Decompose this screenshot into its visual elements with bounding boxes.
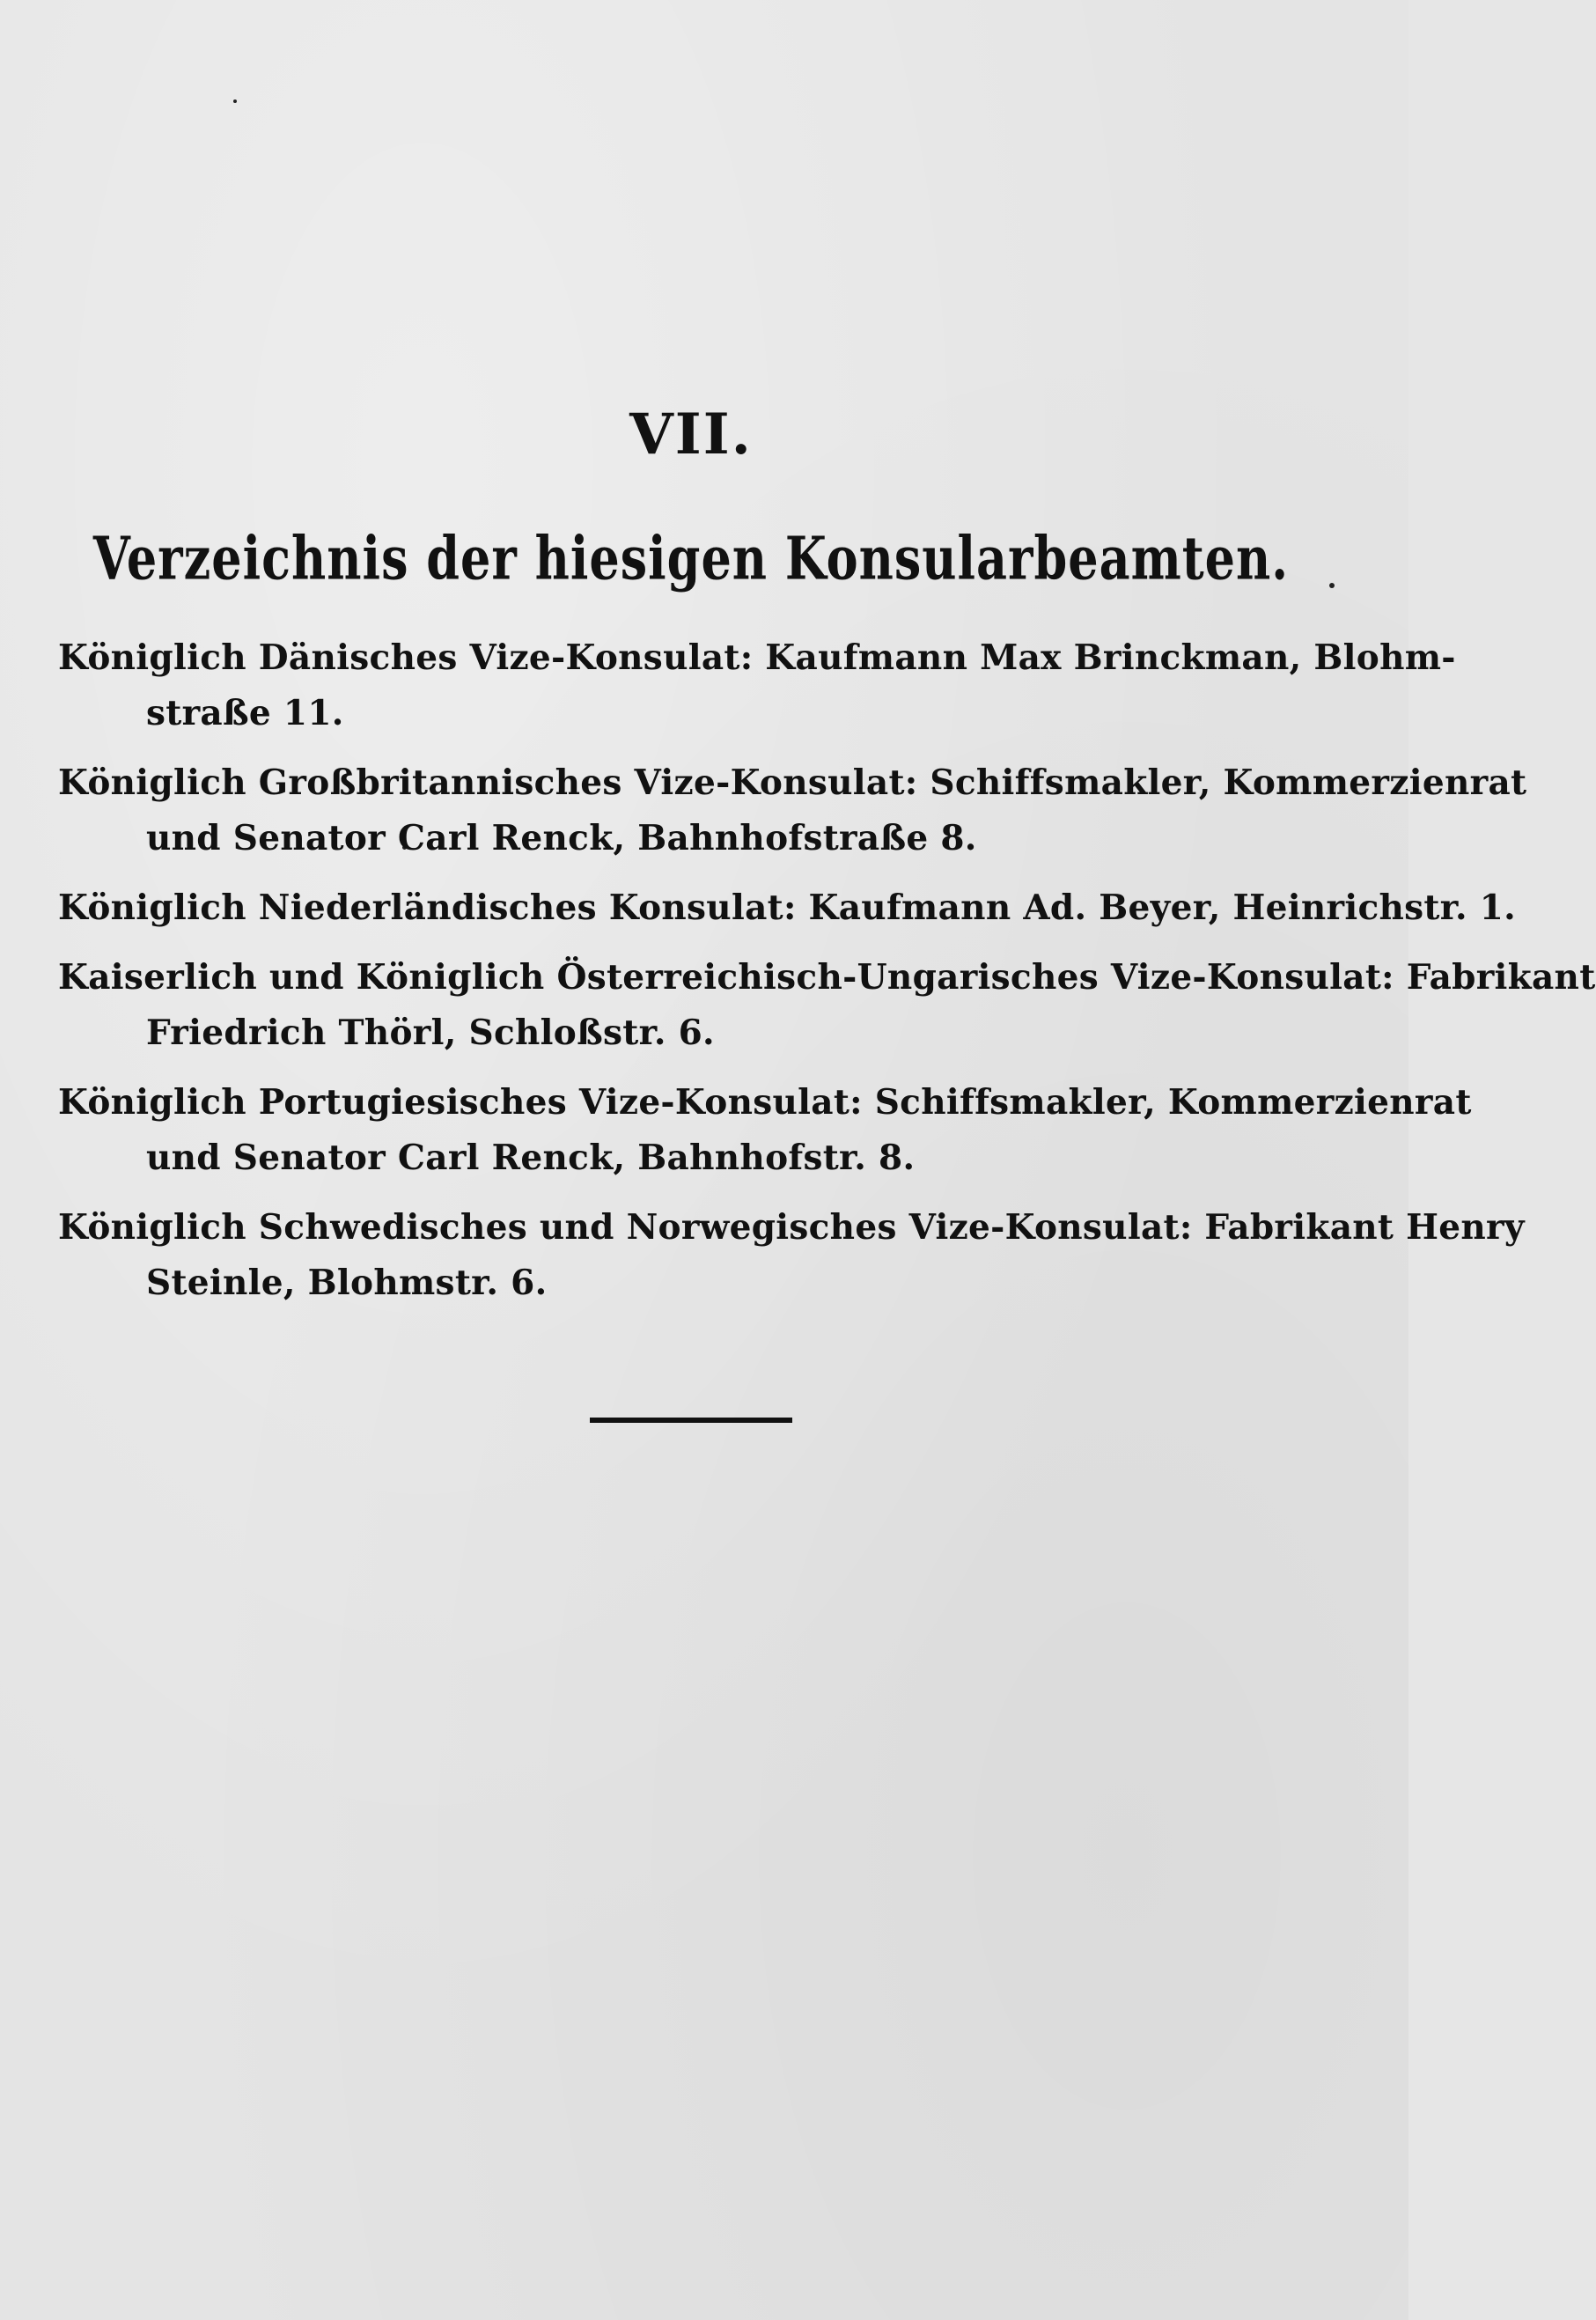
entry-line: Königlich Großbritannisches Vize-Konsulat: Schiffsmakler, Kommerzienrat (58, 762, 1527, 803)
print-speck (233, 99, 237, 103)
entry-line: Steinle, Blohmstr. 6. (146, 1263, 548, 1303)
entry-line: straße 11. (146, 693, 344, 733)
consulate-entry (58, 630, 1456, 741)
section-end-rule (590, 1418, 792, 1423)
entry-line: Königlich Schwedisches und Norwegisches Vize-Konsulat: Fabrikant Henry (58, 1207, 1525, 1248)
chapter-number: VII. (629, 401, 753, 468)
consulate-entry (58, 1075, 1472, 1186)
entry-line: Königlich Dänisches Vize-Konsulat: Kaufmann Max Brinckman, Blohm- (58, 637, 1456, 678)
consulate-entry (58, 880, 1517, 936)
consulate-entry (58, 755, 1527, 866)
entry-line: Königlich Niederländisches Konsulat: Kaufmann Ad. Beyer, Heinrichstr. 1. (58, 887, 1517, 928)
consulate-entry (58, 1200, 1525, 1311)
entry-line: Kaiserlich und Königlich Österreichisch-Ungarisches Vize-Konsulat: Fabrikant (58, 957, 1596, 998)
entry-line: und Senator Carl Renck, Bahnhofstraße 8. (146, 818, 977, 858)
entry-line: Friedrich Thörl, Schloßstr. 6. (146, 1013, 715, 1053)
chapter-title: Verzeichnis der hiesigen Konsularbeamten. (92, 522, 1290, 593)
consulate-list (58, 630, 1596, 1325)
entry-line: und Senator Carl Renck, Bahnhofstr. 8. (146, 1138, 916, 1178)
entry-line: Königlich Portugiesisches Vize-Konsulat: Schiffsmakler, Kommerzienrat (58, 1082, 1472, 1123)
consulate-entry (58, 950, 1596, 1061)
